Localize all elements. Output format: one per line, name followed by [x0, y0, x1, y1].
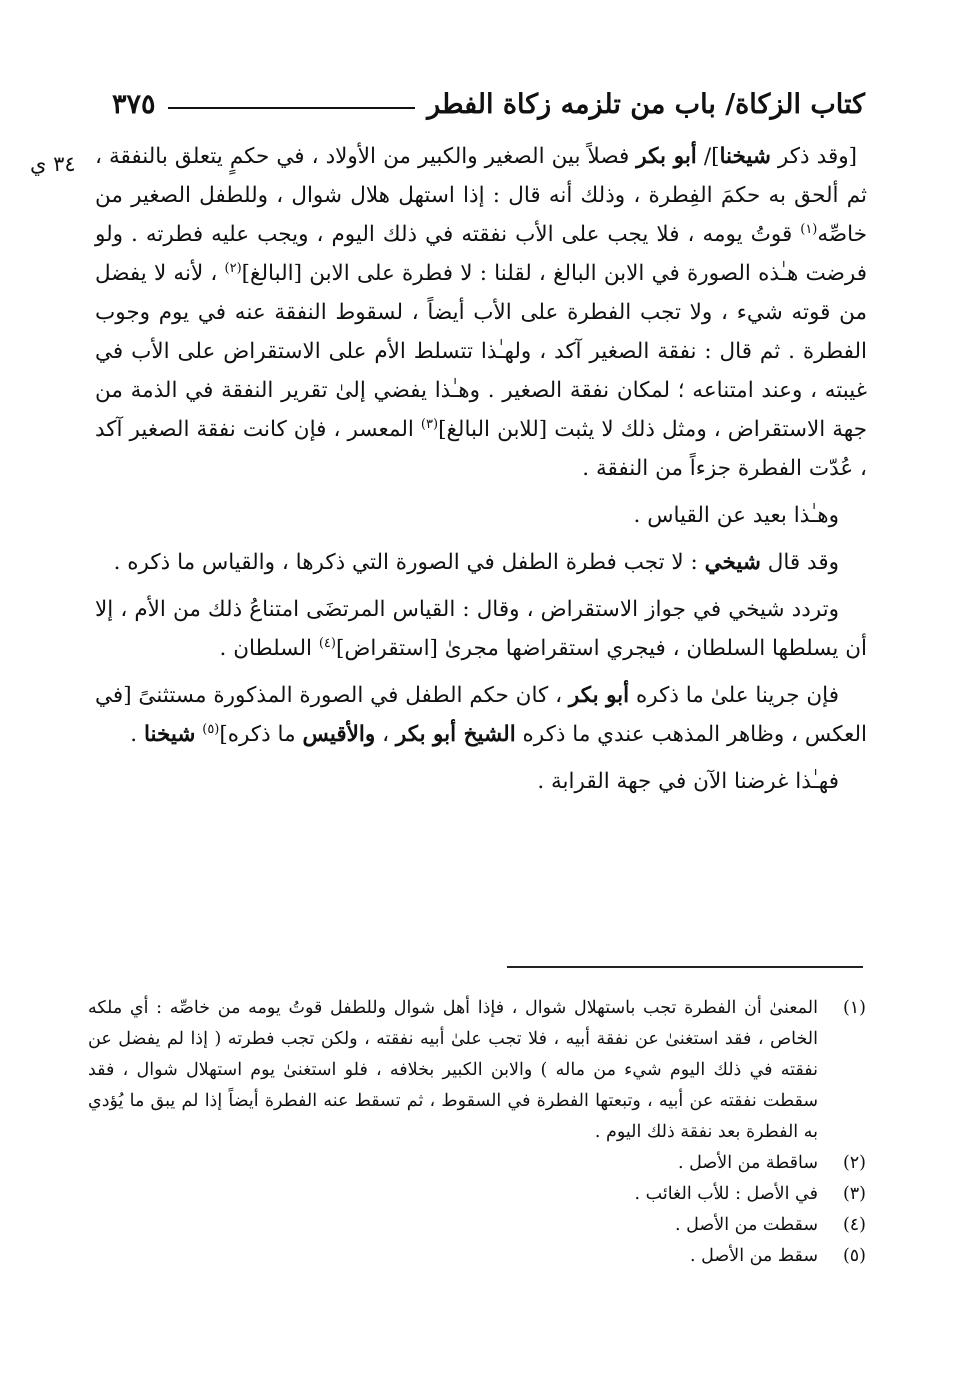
bold-name: شيخنا: [143, 722, 196, 747]
footnote-2: [88, 1148, 866, 1179]
footnote-4: [88, 1210, 866, 1241]
text-run: وقد قال: [760, 550, 839, 575]
footnote-text: ساقطة من الأصل .: [678, 1153, 818, 1173]
main-text: [95, 137, 867, 809]
footnote-text: سقطت من الأصل .: [675, 1215, 818, 1235]
footnote-ref: (٥): [202, 721, 220, 737]
footnote-5: [88, 1241, 866, 1272]
text-run: : لا تجب فطرة الطفل في الصورة التي ذكرها ، والقياس ما ذكره .: [113, 550, 705, 575]
header-rule: [168, 107, 416, 109]
footnote-text: سقط من الأصل .: [689, 1246, 818, 1266]
text-run: ما ذكره]: [219, 722, 303, 747]
margin-folio-note: ٣٤ ي: [30, 152, 76, 176]
footnote-number: (٣): [842, 1184, 866, 1204]
page-number: ٣٧٥: [112, 88, 156, 120]
footnote-separator: [507, 966, 863, 968]
paragraph-4: [95, 590, 867, 668]
text-run: قوتُ يومه ، فلا يجب على الأب نفقته في ذلك اليوم ، ويجب عليه فطرته . ولو فرضت هـٰذه الصورة في الابن البالغ ، لقلنا : لا فطرة على الابن [البالغ]: [95, 222, 867, 286]
text-run: ،: [375, 722, 396, 747]
paragraph-2: وهـٰذا بعيد عن القياس .: [633, 503, 839, 528]
bold-name: شيخنا: [719, 144, 771, 169]
bold-name: شيخي: [704, 550, 761, 575]
footnote-ref: (٣): [420, 416, 439, 432]
footnotes: [88, 993, 866, 1272]
text-run: ]/: [696, 144, 720, 169]
footnote-text: المعنىٰ أن الفطرة تجب باستهلال شوال ، فإذا أهل شوال وللطفل قوتُ يومه من خاصِّه : أي ملكه الخاص ، فقد استغنىٰ عن نفقة أبيه ، فلا تجب علىٰ أبيه نفقته ، ولكن تجب فطرته ( إذا لم يفضل عن نفقته في ذلك اليوم شيء من ماله ) والابن الكبير بخلافه ، فلو استغنىٰ يوم استهلال شوال ، فقد سقطت نفقته عن أبيه ، وتبعتها الفطرة في السقوط ، ثم تسقط عنه الفطرة أيضاً إذا لم يبق ما يُؤدي به الفطرة بعد نفقة ذلك اليوم .: [88, 998, 818, 1142]
footnote-text: في الأصل : للأب الغائب .: [634, 1184, 818, 1204]
bold-name: والأقيس: [302, 722, 376, 747]
paragraph-6: فهـٰذا غرضنا الآن في جهة القرابة .: [537, 769, 839, 794]
footnote-number: (٢): [842, 1153, 866, 1173]
running-header: [112, 84, 865, 124]
paragraph-1: [95, 137, 867, 488]
footnote-ref: (٤): [318, 635, 336, 651]
footnote-number: (١): [842, 998, 866, 1018]
text-run: وتردد شيخي في جواز الاستقراض ، وقال : القياس المرتضَى امتناعُ ذلك من الأم ، إلا أن يسلطها السلطان ، فيجري استقراضها مجرىٰ [استقراض]: [95, 597, 867, 661]
text-run: [وقد ذكر: [770, 144, 857, 169]
text-run: السلطان .: [219, 636, 319, 661]
text-run: فإن جرينا علىٰ ما ذكره: [629, 683, 839, 708]
footnote-1: [88, 993, 866, 1148]
bold-name: الشيخ أبو بكر: [395, 722, 516, 747]
footnote-ref: (٢): [224, 260, 242, 276]
footnote-number: (٥): [842, 1246, 866, 1266]
footnote-3: [88, 1179, 866, 1210]
text-run: المعسر ، فإن كانت نفقة الصغير آكد ، عُدّت الفطرة جزءاً من النفقة .: [95, 417, 867, 481]
paragraph-3: [95, 543, 867, 582]
footnote-ref: (١): [800, 221, 818, 237]
bold-name: أبو بكر: [636, 144, 697, 169]
text-run: فصلاً بين الصغير والكبير من الأولاد ، في حكمٍ يتعلق بالنفقة ، ثم ألحق به حكمَ الفِطرة ، وذلك أنه قال : إذا استهل هلال شوال ، وللطفل الصغير من خاصِّه: [95, 144, 867, 247]
text-run: .: [130, 722, 144, 747]
text-run: ، كان حكم الطفل في الصورة المذكورة مستثنىً [في العكس ، وظاهر المذهب عندي ما ذكره: [95, 683, 867, 747]
header-title: كتاب الزكاة/ باب من تلزمه زكاة الفطر: [427, 88, 865, 120]
paragraph-5: [95, 676, 867, 754]
text-run: ، لأنه لا يفضل من قوته شيء ، ولا تجب الفطرة على الأب أيضاً ، لسقوط النفقة عنه في يوم وجوب الفطرة . ثم قال : نفقة الصغير آكد ، ولهـٰذا تتسلط الأم على الاستقراض على الأب في غيبته ، وعند امتناعه ؛ لمكان نفقة الصغير . وهـٰذا يفضي إلىٰ تقرير النفقة في الذمة من جهة الاستقراض ، ومثل ذلك لا يثبت [للابن البالغ]: [95, 261, 868, 442]
footnote-number: (٤): [842, 1215, 866, 1235]
bold-name: أبو بكر: [568, 683, 630, 708]
